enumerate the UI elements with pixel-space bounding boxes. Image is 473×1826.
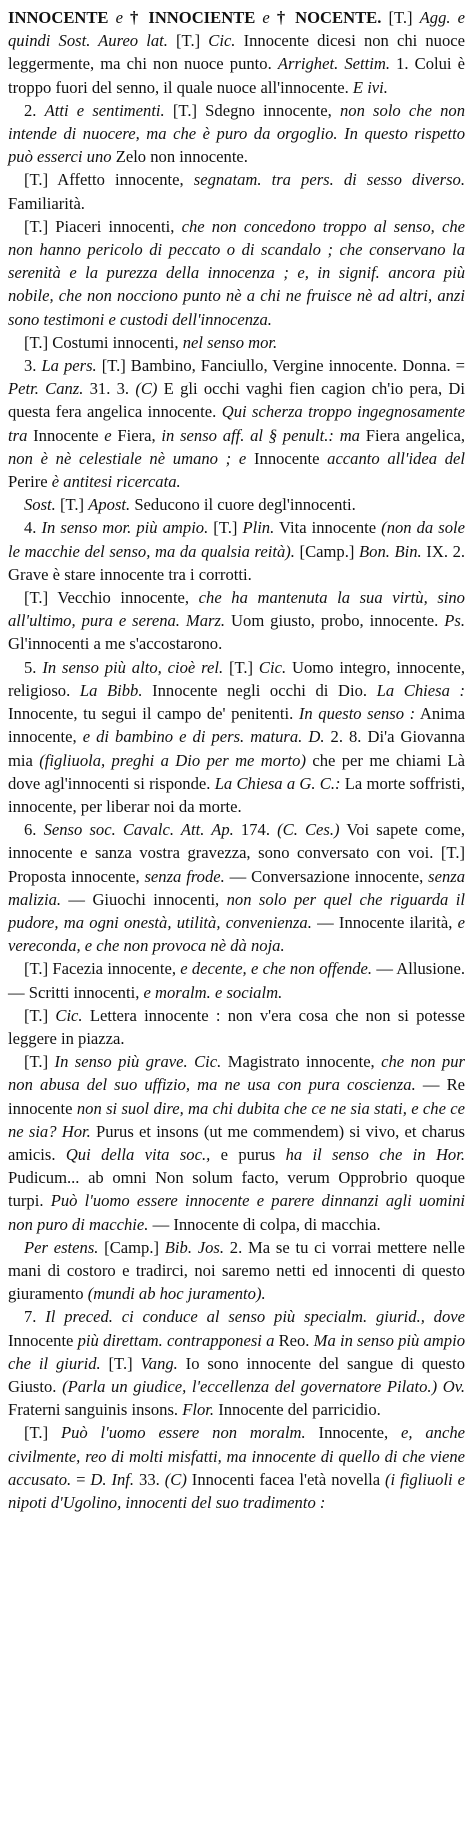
body-text: 6.	[24, 820, 44, 840]
italic-text: La Chiesa :	[376, 680, 466, 700]
italic-text: Il preced. ci conduce al senso più specialm. giurid., dove	[45, 1307, 466, 1327]
dictionary-paragraph	[8, 168, 465, 214]
italic-text: e, anche civilmente, reo di molti misfatti, ma innocente di quello di che viene accusato.	[8, 1423, 465, 1489]
body-text: Io sono innocente del sangue di questo Giusto.	[8, 1353, 466, 1396]
italic-text: (Parla un giudice, l'eccellenza del governatore Pilato.) Ov.	[62, 1376, 465, 1396]
body-text: [T.]	[167, 31, 209, 51]
italic-text: Agg. e quindi Sost. Aureo lat.	[8, 8, 465, 51]
italic-text: Cic.	[258, 657, 287, 677]
italic-text: che ha mantenuta la sua virtù, sino all'ultimo, pura e serena. Marz.	[8, 588, 465, 631]
body-text: 2. Ma se tu ci vorrai mettere nelle mani di costoro e tradirci, noi saremo netti ed innocenti di questo giuramento	[8, 1237, 466, 1304]
body-text: Familiarità.	[8, 193, 85, 213]
body-text: 31. 3.	[83, 379, 136, 399]
italic-text: Senso soc. Cavalc. Att. Ap.	[43, 820, 234, 840]
body-text: Fraterni sanguinis insons.	[8, 1400, 183, 1420]
italic-text: non è nè celestiale nè umano ; e	[8, 448, 247, 468]
body-text: [T.] Vecchio innocente,	[24, 588, 199, 608]
body-text: Innocente,	[305, 1423, 401, 1443]
dictionary-paragraph	[8, 99, 465, 169]
italic-text: Qui della vita soc.,	[65, 1144, 211, 1164]
italic-text: Apost.	[88, 495, 131, 515]
italic-text: (C. Ces.)	[277, 820, 340, 840]
italic-text: che non pur non abusa del suo uffizio, ma ne usa con pura coscienza.	[8, 1052, 465, 1095]
headword: † NOCENTE.	[276, 8, 382, 27]
italic-text: Per estens.	[24, 1237, 99, 1257]
body-text: Lettera innocente : non v'era cosa che non si potesse leggere in piazza.	[8, 1005, 465, 1048]
dictionary-paragraph	[8, 586, 465, 656]
body-text: [T.] Bambino, Fanciullo, Vergine innocente. Donna. =	[96, 356, 465, 376]
body-text: Gl'innocenti a me s'accostarono.	[8, 634, 223, 654]
italic-text: In senso più grave. Cic.	[54, 1052, 222, 1072]
body-text: — Allusione. — Scritti innocenti,	[8, 959, 465, 1002]
body-text: [Camp.]	[294, 541, 360, 561]
body-text: 2. 8. Di'a Giovanna mia	[8, 727, 465, 770]
italic-text: e	[255, 8, 277, 27]
italic-text: La pers.	[41, 356, 97, 376]
body-text: [T.]	[381, 8, 420, 27]
italic-text: (C)	[164, 1469, 187, 1489]
body-text: Innocente, tu segui il campo de' penitenti.	[8, 704, 299, 724]
dictionary-paragraph	[8, 1305, 465, 1421]
body-text: Innocente negli occhi di Dio.	[142, 680, 377, 700]
body-text: Seducono il cuore degl'innocenti.	[130, 495, 356, 515]
dictionary-paragraph	[8, 1421, 465, 1514]
dictionary-paragraph	[8, 957, 465, 1003]
body-text: 4.	[24, 518, 42, 538]
italic-text: (non da sole le macchie del senso, ma da qualsia reità).	[8, 518, 465, 561]
italic-text: senza frode.	[144, 866, 225, 886]
italic-text: Sost.	[24, 495, 56, 515]
body-text: Uom giusto, probo, innocente.	[225, 611, 445, 631]
body-text: E gli occhi vaghi fien cagion ch'io pera, Di questa fera angelica innocente.	[8, 379, 465, 422]
italic-text: e decente, e che non offende.	[180, 959, 373, 979]
dictionary-paragraph	[8, 516, 465, 586]
body-text: [T.]	[55, 495, 89, 515]
body-text: Innocente del parricidio.	[214, 1400, 381, 1420]
italic-text: In senso più alto, cioè rel.	[42, 657, 224, 677]
body-text: [T.]	[100, 1353, 141, 1373]
dictionary-paragraph	[8, 331, 465, 354]
body-text: 1. Colui è troppo fuori del senno, il quale nuoce all'innocente.	[8, 54, 466, 97]
dictionary-paragraph	[8, 1050, 465, 1236]
body-text: — Re innocente	[8, 1075, 465, 1118]
body-text: Anima innocente,	[8, 704, 465, 747]
body-text: [T.]	[208, 518, 243, 538]
italic-text: Bon. Bin.	[359, 541, 422, 561]
italic-text: ha il senso che in Hor.	[285, 1144, 465, 1164]
dictionary-paragraph	[8, 6, 465, 99]
italic-text: (mundi ab hoc juramento).	[87, 1284, 266, 1304]
body-text: — Innocente di colpa, di macchia.	[148, 1214, 381, 1234]
italic-text: non solo che non intende di nuocere, ma che è puro da orgoglio. In questo rispetto può esserci uno	[8, 100, 466, 167]
italic-text: Arrighet. Settim.	[277, 54, 390, 74]
body-text: [T.] Costumi innocenti,	[24, 332, 183, 352]
italic-text: segnatam. tra pers. di sesso diverso.	[193, 170, 466, 190]
body-text: che per me chiami Là dove agl'innocenti si risponde.	[8, 750, 466, 793]
body-text: [Camp.]	[98, 1237, 165, 1257]
body-text: [T.] Facezia innocente,	[24, 959, 181, 979]
body-text: Uomo integro, innocente, religioso.	[8, 657, 465, 700]
italic-text: accanto all'idea del	[327, 448, 466, 468]
body-text: 33.	[134, 1469, 165, 1489]
italic-text: non solo per quel che riguarda il pudore, ma ogni onestà, utilità, convenienza.	[8, 889, 465, 932]
italic-text: Può l'uomo essere innocente e parere dinnanzi agli uomini non puro di macchie.	[8, 1191, 466, 1234]
italic-text: (C)	[135, 379, 158, 399]
italic-text: E ivi.	[352, 77, 388, 97]
body-text: — Innocente ilarità,	[311, 912, 458, 932]
body-text: Magistrato innocente,	[221, 1052, 382, 1072]
italic-text: (i figliuoli e nipoti d'Ugolino, innocenti del suo tradimento :	[8, 1469, 465, 1512]
body-text: e purus	[210, 1144, 286, 1164]
italic-text: Flor.	[182, 1400, 215, 1420]
headword: † INNOCIENTE	[130, 8, 256, 27]
italic-text: e	[104, 425, 112, 445]
body-text: [T.]	[24, 1005, 56, 1025]
dictionary-paragraph	[8, 1004, 465, 1050]
body-text: 5.	[24, 657, 43, 677]
body-text: — Conversazione innocente,	[224, 866, 429, 886]
italic-text: e	[108, 8, 131, 27]
italic-text: senza malizia.	[8, 866, 465, 909]
italic-text: La Bibb.	[79, 680, 143, 700]
italic-text: non si suol dire, ma chi dubita che ce ne sia stati, e che ce ne sia? Hor.	[8, 1098, 466, 1141]
italic-text: Ps.	[444, 611, 465, 631]
body-text: 7.	[24, 1307, 46, 1327]
italic-text: in senso aff. al § penult.: ma	[161, 425, 360, 445]
dictionary-paragraph	[8, 818, 465, 957]
body-text: Innocente	[8, 1330, 78, 1350]
italic-text: nel senso mor.	[182, 332, 278, 352]
body-text: Vita innocente	[274, 518, 382, 538]
italic-text: Plin.	[242, 518, 275, 538]
italic-text: (figliuola, preghi a Dio per me morto)	[39, 750, 306, 770]
body-text: Perire	[8, 472, 52, 492]
italic-text: è antitesi ricercata.	[51, 472, 181, 492]
italic-text: La Chiesa a G. C.:	[214, 773, 341, 793]
body-text: Innocente	[246, 448, 328, 468]
body-text: Innocente dicesi non chi nuoce leggermente, ma chi non nuoce punto.	[8, 31, 466, 74]
italic-text: Cic.	[55, 1005, 83, 1025]
dictionary-paragraph	[8, 493, 465, 516]
italic-text: Può l'uomo essere non moralm.	[60, 1423, 306, 1443]
body-text: — Giuochi innocenti,	[61, 889, 227, 909]
body-text: Fiera angelica,	[359, 425, 465, 445]
body-text: 174.	[233, 820, 278, 840]
body-text: Reo.	[274, 1330, 314, 1350]
body-text: Pudicum... ab omni Non solum facto, verum Opprobrio quoque turpi.	[8, 1168, 465, 1211]
body-text: [T.]	[223, 657, 259, 677]
italic-text: D. Inf.	[90, 1469, 135, 1489]
body-text: [T.]	[24, 1052, 55, 1072]
italic-text: Cic.	[208, 31, 236, 51]
headword: INNOCENTE	[8, 8, 109, 27]
body-text: Purus et insons (ut me commendem) si vivo, et charus amicis.	[8, 1121, 466, 1164]
body-text: [T.] Sdegno innocente,	[164, 100, 340, 120]
body-text: 2.	[24, 100, 45, 120]
italic-text: In senso mor. più ampio.	[41, 518, 209, 538]
body-text: 3.	[24, 356, 42, 376]
body-text: Innocenti facea l'età novella	[186, 1469, 386, 1489]
italic-text: più direttam. contrapponesi a	[77, 1330, 275, 1350]
body-text: Innocente	[27, 425, 105, 445]
italic-text: e vereconda, e che non provoca nè dà noja.	[8, 912, 466, 956]
body-text: Zelo non innocente.	[111, 147, 248, 167]
italic-text: Petr. Canz.	[8, 379, 84, 399]
body-text: =	[71, 1469, 91, 1489]
dictionary-paragraph	[8, 1236, 465, 1306]
italic-text: Ma in senso più ampio che il giurid.	[8, 1330, 465, 1373]
body-text: Fiera,	[111, 425, 162, 445]
italic-text: Atti e sentimenti.	[44, 100, 165, 120]
body-text: [T.] Piaceri innocenti,	[24, 216, 182, 236]
italic-text: Vang.	[140, 1353, 178, 1373]
italic-text: Bib. Jos.	[164, 1237, 225, 1257]
italic-text: che non concedono troppo al senso, che non hanno pericolo di peccato o di scandalo ; che conservano la serenità e la purezza della innocenza ; e, in signif. ancora più nobile, che non nocciono punto nè a chi ne fruisce nè ad altri, anzi sono testimoni e custodi dell'innocenza.	[8, 216, 465, 329]
italic-text: e moralm. e socialm.	[143, 982, 283, 1002]
body-text: [T.] Affetto innocente,	[24, 170, 194, 190]
italic-text: e di bambino e di pers. matura. D.	[82, 727, 325, 747]
italic-text: In questo senso :	[298, 704, 416, 724]
dictionary-paragraph	[8, 656, 465, 818]
body-text: [T.]	[24, 1423, 61, 1443]
dictionary-paragraph	[8, 215, 465, 331]
body-text: Voi sapete come, innocente e sanza vostra gravezza, sono conversato con voi. [T.] Proposta innocente,	[8, 820, 465, 886]
body-text: IX. 2. Grave è stare innocente tra i corrotti.	[8, 541, 466, 584]
dictionary-paragraph	[8, 354, 465, 493]
italic-text: Qui scherza troppo ingegnosamente tra	[8, 402, 465, 445]
body-text: La morte soffristi, innocente, per liberar noi da morte.	[8, 773, 465, 816]
